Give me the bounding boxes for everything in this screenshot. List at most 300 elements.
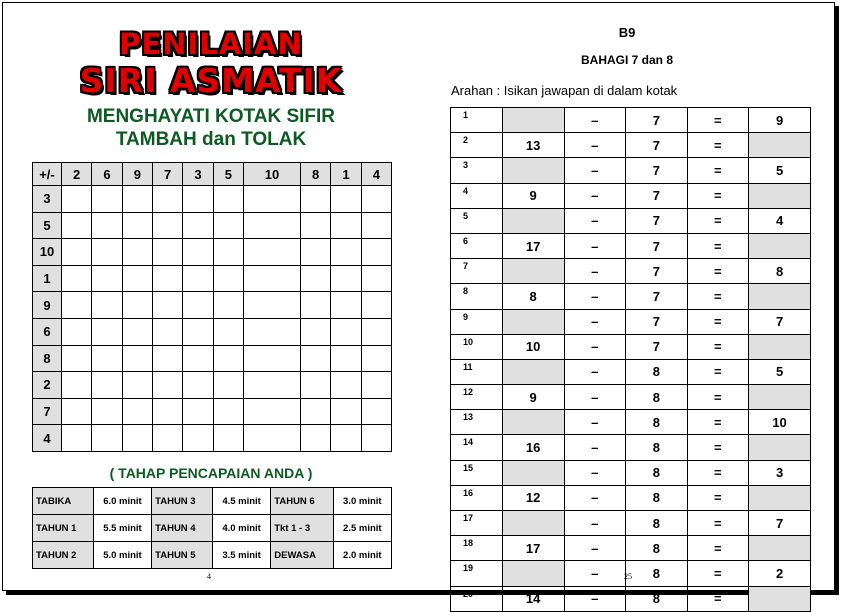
exercise-number: 16 bbox=[451, 485, 503, 510]
operator-sign: – bbox=[564, 435, 626, 460]
benchmark-row bbox=[33, 542, 392, 569]
benchmark-level: TAHUN 4 bbox=[152, 515, 213, 542]
grid-answer-cell[interactable] bbox=[152, 265, 182, 292]
grid-answer-cell[interactable] bbox=[331, 425, 361, 452]
dividend-value: 9 bbox=[502, 183, 564, 208]
exercise-number: 9 bbox=[451, 309, 503, 334]
grid-answer-cell[interactable] bbox=[331, 372, 361, 399]
dividend-value: 10 bbox=[502, 334, 564, 359]
exercise-number: 13 bbox=[451, 410, 503, 435]
divisor-value: 8 bbox=[626, 435, 688, 460]
operator-sign: – bbox=[564, 586, 626, 611]
equals-sign: = bbox=[687, 385, 749, 410]
divisor-value: 7 bbox=[626, 309, 688, 334]
grid-answer-cell[interactable] bbox=[331, 318, 361, 345]
dividend-value: 12 bbox=[502, 485, 564, 510]
grid-answer-cell[interactable] bbox=[331, 292, 361, 319]
quotient-value: 3 bbox=[749, 460, 811, 485]
grid-column-header: 8 bbox=[300, 163, 330, 186]
divisor-value: 7 bbox=[626, 183, 688, 208]
exercise-number: 11 bbox=[451, 359, 503, 384]
grid-answer-cell[interactable] bbox=[300, 318, 330, 345]
dividend-answer-box[interactable] bbox=[502, 259, 564, 284]
grid-column-header: 2 bbox=[62, 163, 92, 186]
divisor-value: 7 bbox=[626, 133, 688, 158]
grid-row bbox=[33, 318, 392, 345]
grid-answer-cell[interactable] bbox=[122, 398, 152, 425]
grid-answer-cell[interactable] bbox=[213, 292, 243, 319]
benchmark-level: TAHUN 5 bbox=[152, 542, 213, 569]
divisor-value: 8 bbox=[626, 511, 688, 536]
page-number-left: 4 bbox=[207, 572, 211, 581]
grid-answer-cell[interactable] bbox=[243, 318, 300, 345]
grid-answer-cell[interactable] bbox=[243, 398, 300, 425]
operator-sign: – bbox=[564, 511, 626, 536]
grid-answer-cell[interactable] bbox=[62, 372, 92, 399]
grid-answer-cell[interactable] bbox=[361, 265, 391, 292]
section-heading: BAHAGI 7 dan 8 bbox=[580, 53, 673, 67]
grid-answer-cell[interactable] bbox=[213, 212, 243, 239]
exercise-number: 14 bbox=[451, 435, 503, 460]
exercise-number: 6 bbox=[451, 233, 503, 258]
equals-sign: = bbox=[687, 259, 749, 284]
operator-sign: – bbox=[564, 233, 626, 258]
dividend-answer-box[interactable] bbox=[502, 208, 564, 233]
grid-column-header: 10 bbox=[243, 163, 300, 186]
exercise-number: 15 bbox=[451, 460, 503, 485]
divisor-value: 7 bbox=[626, 284, 688, 309]
grid-answer-cell[interactable] bbox=[213, 239, 243, 266]
grid-column-header: 1 bbox=[331, 163, 361, 186]
divisor-value: 7 bbox=[626, 334, 688, 359]
grid-answer-cell[interactable] bbox=[300, 186, 330, 213]
grid-answer-cell[interactable] bbox=[92, 265, 122, 292]
operator-sign: – bbox=[564, 536, 626, 561]
quotient-value: 5 bbox=[749, 158, 811, 183]
quotient-answer-box[interactable] bbox=[749, 334, 811, 359]
quotient-value: 10 bbox=[749, 410, 811, 435]
quotient-answer-box[interactable] bbox=[749, 485, 811, 510]
benchmark-time: 3.5 minit bbox=[212, 542, 270, 569]
grid-answer-cell[interactable] bbox=[183, 318, 213, 345]
exercise-row bbox=[451, 108, 811, 133]
grid-answer-cell[interactable] bbox=[183, 292, 213, 319]
quotient-value: 4 bbox=[749, 208, 811, 233]
benchmark-level: TAHUN 6 bbox=[271, 488, 333, 515]
benchmark-row bbox=[33, 515, 392, 542]
grid-answer-cell[interactable] bbox=[300, 292, 330, 319]
grid-answer-cell[interactable] bbox=[331, 186, 361, 213]
grid-answer-cell[interactable] bbox=[361, 292, 391, 319]
page-number-right: 25 bbox=[624, 572, 632, 581]
grid-column-header: 6 bbox=[92, 163, 122, 186]
grid-answer-cell[interactable] bbox=[183, 212, 213, 239]
equals-sign: = bbox=[687, 108, 749, 133]
grid-answer-cell[interactable] bbox=[243, 425, 300, 452]
exercise-number: 4 bbox=[451, 183, 503, 208]
exercise-number: 3 bbox=[451, 158, 503, 183]
grid-row-header: 4 bbox=[33, 425, 62, 452]
grid-answer-cell[interactable] bbox=[361, 398, 391, 425]
grid-answer-cell[interactable] bbox=[122, 425, 152, 452]
grid-answer-cell[interactable] bbox=[122, 239, 152, 266]
grid-column-header: 9 bbox=[122, 163, 152, 186]
grid-row bbox=[33, 398, 392, 425]
benchmark-time: 5.0 minit bbox=[93, 542, 151, 569]
equals-sign: = bbox=[687, 435, 749, 460]
operator-sign: – bbox=[564, 485, 626, 510]
equals-sign: = bbox=[687, 284, 749, 309]
grid-answer-cell[interactable] bbox=[213, 345, 243, 372]
grid-answer-cell[interactable] bbox=[92, 186, 122, 213]
operator-sign: – bbox=[564, 460, 626, 485]
benchmark-time: 4.5 minit bbox=[212, 488, 270, 515]
grid-answer-cell[interactable] bbox=[62, 318, 92, 345]
dividend-answer-box[interactable] bbox=[502, 158, 564, 183]
operator-sign: – bbox=[564, 385, 626, 410]
dividend-answer-box[interactable] bbox=[502, 410, 564, 435]
grid-answer-cell[interactable] bbox=[62, 212, 92, 239]
exercise-row bbox=[451, 309, 811, 334]
grid-column-header: 4 bbox=[361, 163, 391, 186]
exercise-row bbox=[451, 586, 811, 611]
divisor-value: 8 bbox=[626, 385, 688, 410]
grid-column-header: 3 bbox=[183, 163, 213, 186]
grid-answer-cell[interactable] bbox=[122, 265, 152, 292]
grid-answer-cell[interactable] bbox=[62, 292, 92, 319]
grid-answer-cell[interactable] bbox=[152, 425, 182, 452]
right-page bbox=[419, 3, 835, 607]
grid-answer-cell[interactable] bbox=[183, 239, 213, 266]
grid-answer-cell[interactable] bbox=[213, 265, 243, 292]
title-line-1: PENILAIAN bbox=[119, 27, 303, 61]
grid-answer-cell[interactable] bbox=[152, 372, 182, 399]
dividend-answer-box[interactable] bbox=[502, 108, 564, 133]
benchmark-level: TAHUN 1 bbox=[33, 515, 94, 542]
grid-answer-cell[interactable] bbox=[152, 398, 182, 425]
operator-sign: – bbox=[564, 208, 626, 233]
grid-answer-cell[interactable] bbox=[361, 318, 391, 345]
grid-answer-cell[interactable] bbox=[331, 398, 361, 425]
quotient-answer-box[interactable] bbox=[749, 133, 811, 158]
grid-answer-cell[interactable] bbox=[152, 212, 182, 239]
grid-answer-cell[interactable] bbox=[92, 318, 122, 345]
grid-answer-cell[interactable] bbox=[361, 345, 391, 372]
operator-sign: – bbox=[564, 158, 626, 183]
grid-answer-cell[interactable] bbox=[122, 372, 152, 399]
benchmark-time: 4.0 minit bbox=[212, 515, 270, 542]
divisor-value: 8 bbox=[626, 586, 688, 611]
grid-column-header: 7 bbox=[152, 163, 182, 186]
divisor-value: 8 bbox=[626, 359, 688, 384]
divisor-value: 8 bbox=[626, 485, 688, 510]
grid-answer-cell[interactable] bbox=[243, 186, 300, 213]
grid-row bbox=[33, 372, 392, 399]
equals-sign: = bbox=[687, 133, 749, 158]
benchmark-level: TAHUN 2 bbox=[33, 542, 94, 569]
dividend-value: 17 bbox=[502, 536, 564, 561]
operator-sign: – bbox=[564, 183, 626, 208]
equals-sign: = bbox=[687, 410, 749, 435]
equals-sign: = bbox=[687, 158, 749, 183]
grid-answer-cell[interactable] bbox=[243, 345, 300, 372]
exercise-number: 17 bbox=[451, 511, 503, 536]
divisor-value: 7 bbox=[626, 233, 688, 258]
grid-answer-cell[interactable] bbox=[213, 425, 243, 452]
quotient-value: 2 bbox=[749, 561, 811, 586]
grid-row bbox=[33, 212, 392, 239]
exercise-number: 19 bbox=[451, 561, 503, 586]
exercise-number: 18 bbox=[451, 536, 503, 561]
grid-answer-cell[interactable] bbox=[213, 186, 243, 213]
grid-answer-cell[interactable] bbox=[300, 372, 330, 399]
operator-sign: – bbox=[564, 133, 626, 158]
grid-answer-cell[interactable] bbox=[300, 398, 330, 425]
grid-answer-cell[interactable] bbox=[92, 372, 122, 399]
subtitle-line-1: MENGHAYATI KOTAK SIFIR bbox=[86, 106, 336, 127]
grid-answer-cell[interactable] bbox=[62, 425, 92, 452]
grid-answer-cell[interactable] bbox=[361, 425, 391, 452]
achievement-heading: ( TAHAP PENCAPAIAN ANDA ) bbox=[109, 465, 313, 481]
equals-sign: = bbox=[687, 233, 749, 258]
exercise-row bbox=[451, 284, 811, 309]
addition-subtraction-grid bbox=[32, 162, 392, 452]
divisor-value: 7 bbox=[626, 108, 688, 133]
left-page bbox=[3, 3, 419, 590]
exercise-row bbox=[451, 435, 811, 460]
benchmark-time: 5.5 minit bbox=[93, 515, 151, 542]
equals-sign: = bbox=[687, 183, 749, 208]
quotient-answer-box[interactable] bbox=[749, 183, 811, 208]
grid-answer-cell[interactable] bbox=[331, 239, 361, 266]
grid-answer-cell[interactable] bbox=[183, 186, 213, 213]
dividend-value: 14 bbox=[502, 586, 564, 611]
exercise-row bbox=[451, 536, 811, 561]
exercise-row bbox=[451, 233, 811, 258]
benchmark-level: DEWASA bbox=[271, 542, 333, 569]
grid-answer-cell[interactable] bbox=[62, 265, 92, 292]
grid-answer-cell[interactable] bbox=[300, 239, 330, 266]
grid-answer-cell[interactable] bbox=[152, 292, 182, 319]
grid-row bbox=[33, 345, 392, 372]
grid-corner: +/- bbox=[33, 163, 62, 186]
grid-answer-cell[interactable] bbox=[92, 398, 122, 425]
grid-answer-cell[interactable] bbox=[300, 425, 330, 452]
grid-answer-cell[interactable] bbox=[152, 318, 182, 345]
exercise-row bbox=[451, 410, 811, 435]
exercise-row bbox=[451, 460, 811, 485]
exercise-row bbox=[451, 485, 811, 510]
grid-row-header: 2 bbox=[33, 372, 62, 399]
grid-answer-cell[interactable] bbox=[183, 372, 213, 399]
grid-answer-cell[interactable] bbox=[62, 345, 92, 372]
grid-answer-cell[interactable] bbox=[62, 239, 92, 266]
divisor-value: 7 bbox=[626, 259, 688, 284]
quotient-value: 7 bbox=[749, 511, 811, 536]
equals-sign: = bbox=[687, 561, 749, 586]
grid-row bbox=[33, 265, 392, 292]
grid-column-header: 5 bbox=[213, 163, 243, 186]
quotient-answer-box[interactable] bbox=[749, 284, 811, 309]
divisor-value: 8 bbox=[626, 536, 688, 561]
grid-row bbox=[33, 425, 392, 452]
dividend-answer-box[interactable] bbox=[502, 309, 564, 334]
grid-answer-cell[interactable] bbox=[331, 212, 361, 239]
exercise-number: 1 bbox=[451, 108, 503, 133]
divisor-value: 7 bbox=[626, 208, 688, 233]
grid-answer-cell[interactable] bbox=[331, 265, 361, 292]
equals-sign: = bbox=[687, 334, 749, 359]
grid-row bbox=[33, 292, 392, 319]
title-line-2: SIRI ASMATIK bbox=[79, 61, 343, 100]
quotient-value: 5 bbox=[749, 359, 811, 384]
grid-answer-cell[interactable] bbox=[183, 398, 213, 425]
grid-answer-cell[interactable] bbox=[243, 239, 300, 266]
equals-sign: = bbox=[687, 309, 749, 334]
grid-answer-cell[interactable] bbox=[243, 212, 300, 239]
grid-answer-cell[interactable] bbox=[92, 239, 122, 266]
quotient-answer-box[interactable] bbox=[749, 435, 811, 460]
exercise-row bbox=[451, 334, 811, 359]
dividend-value: 9 bbox=[502, 385, 564, 410]
operator-sign: – bbox=[564, 309, 626, 334]
benchmark-time: 3.0 minit bbox=[333, 488, 391, 515]
grid-answer-cell[interactable] bbox=[361, 239, 391, 266]
grid-answer-cell[interactable] bbox=[361, 372, 391, 399]
benchmark-level: TABIKA bbox=[33, 488, 94, 515]
grid-answer-cell[interactable] bbox=[213, 398, 243, 425]
grid-row-header: 1 bbox=[33, 265, 62, 292]
quotient-value: 8 bbox=[749, 259, 811, 284]
grid-answer-cell[interactable] bbox=[122, 186, 152, 213]
grid-answer-cell[interactable] bbox=[62, 398, 92, 425]
worksheet-frame bbox=[2, 2, 835, 607]
exercise-number: 12 bbox=[451, 385, 503, 410]
grid-answer-cell[interactable] bbox=[300, 265, 330, 292]
grid-answer-cell[interactable] bbox=[122, 318, 152, 345]
quotient-answer-box[interactable] bbox=[749, 385, 811, 410]
grid-answer-cell[interactable] bbox=[122, 212, 152, 239]
dividend-answer-box[interactable] bbox=[502, 359, 564, 384]
grid-answer-cell[interactable] bbox=[331, 345, 361, 372]
grid-answer-cell[interactable] bbox=[183, 265, 213, 292]
grid-row-header: 3 bbox=[33, 186, 62, 213]
quotient-answer-box[interactable] bbox=[749, 536, 811, 561]
grid-row-header: 7 bbox=[33, 398, 62, 425]
benchmark-time: 2.0 minit bbox=[333, 542, 391, 569]
equals-sign: = bbox=[687, 460, 749, 485]
grid-row-header: 6 bbox=[33, 318, 62, 345]
dividend-value: 17 bbox=[502, 233, 564, 258]
dividend-answer-box[interactable] bbox=[502, 511, 564, 536]
grid-answer-cell[interactable] bbox=[122, 345, 152, 372]
divisor-value: 8 bbox=[626, 410, 688, 435]
exercise-number: 10 bbox=[451, 334, 503, 359]
grid-answer-cell[interactable] bbox=[92, 425, 122, 452]
grid-answer-cell[interactable] bbox=[213, 318, 243, 345]
dividend-value: 16 bbox=[502, 435, 564, 460]
exercise-row bbox=[451, 183, 811, 208]
grid-answer-cell[interactable] bbox=[62, 186, 92, 213]
benchmark-level: TAHUN 3 bbox=[152, 488, 213, 515]
divisor-value: 8 bbox=[626, 460, 688, 485]
exercise-number: 20 bbox=[451, 586, 503, 611]
equals-sign: = bbox=[687, 536, 749, 561]
grid-answer-cell[interactable] bbox=[243, 372, 300, 399]
grid-answer-cell[interactable] bbox=[361, 186, 391, 213]
operator-sign: – bbox=[564, 108, 626, 133]
grid-answer-cell[interactable] bbox=[92, 292, 122, 319]
quotient-value: 7 bbox=[749, 309, 811, 334]
grid-answer-cell[interactable] bbox=[213, 372, 243, 399]
dividend-value: 8 bbox=[502, 284, 564, 309]
benchmark-row bbox=[33, 488, 392, 515]
exercise-row bbox=[451, 359, 811, 384]
section-code: B9 bbox=[618, 25, 636, 40]
equals-sign: = bbox=[687, 485, 749, 510]
quotient-answer-box[interactable] bbox=[749, 586, 811, 611]
exercise-row bbox=[451, 511, 811, 536]
grid-answer-cell[interactable] bbox=[152, 345, 182, 372]
equals-sign: = bbox=[687, 511, 749, 536]
grid-answer-cell[interactable] bbox=[183, 345, 213, 372]
exercise-number: 5 bbox=[451, 208, 503, 233]
achievement-benchmark-table bbox=[32, 487, 392, 569]
exercise-row bbox=[451, 385, 811, 410]
grid-row-header: 10 bbox=[33, 239, 62, 266]
dividend-value: 13 bbox=[502, 133, 564, 158]
quotient-value: 9 bbox=[749, 108, 811, 133]
grid-row-header: 8 bbox=[33, 345, 62, 372]
exercise-row bbox=[451, 158, 811, 183]
grid-answer-cell[interactable] bbox=[152, 186, 182, 213]
equals-sign: = bbox=[687, 208, 749, 233]
grid-answer-cell[interactable] bbox=[243, 292, 300, 319]
grid-answer-cell[interactable] bbox=[152, 239, 182, 266]
grid-answer-cell[interactable] bbox=[122, 292, 152, 319]
grid-header-row bbox=[33, 163, 392, 186]
benchmark-time: 6.0 minit bbox=[93, 488, 151, 515]
grid-answer-cell[interactable] bbox=[361, 212, 391, 239]
grid-row-header: 9 bbox=[33, 292, 62, 319]
quotient-answer-box[interactable] bbox=[749, 233, 811, 258]
instruction-text: Arahan : Isikan jawapan di dalam kotak bbox=[451, 83, 678, 98]
grid-row-header: 5 bbox=[33, 212, 62, 239]
benchmark-time: 2.5 minit bbox=[333, 515, 391, 542]
operator-sign: – bbox=[564, 259, 626, 284]
grid-answer-cell[interactable] bbox=[92, 212, 122, 239]
exercise-number: 8 bbox=[451, 284, 503, 309]
exercise-row bbox=[451, 259, 811, 284]
grid-answer-cell[interactable] bbox=[300, 212, 330, 239]
grid-answer-cell[interactable] bbox=[300, 345, 330, 372]
division-exercise-table bbox=[450, 107, 811, 612]
dividend-answer-box[interactable] bbox=[502, 460, 564, 485]
operator-sign: – bbox=[564, 334, 626, 359]
exercise-number: 7 bbox=[451, 259, 503, 284]
equals-sign: = bbox=[687, 359, 749, 384]
grid-answer-cell[interactable] bbox=[243, 265, 300, 292]
benchmark-level: Tkt 1 - 3 bbox=[271, 515, 333, 542]
grid-answer-cell[interactable] bbox=[92, 345, 122, 372]
dividend-answer-box[interactable] bbox=[502, 561, 564, 586]
grid-answer-cell[interactable] bbox=[183, 425, 213, 452]
grid-row bbox=[33, 186, 392, 213]
grid-row bbox=[33, 239, 392, 266]
operator-sign: – bbox=[564, 359, 626, 384]
equals-sign: = bbox=[687, 586, 749, 611]
operator-sign: – bbox=[564, 410, 626, 435]
